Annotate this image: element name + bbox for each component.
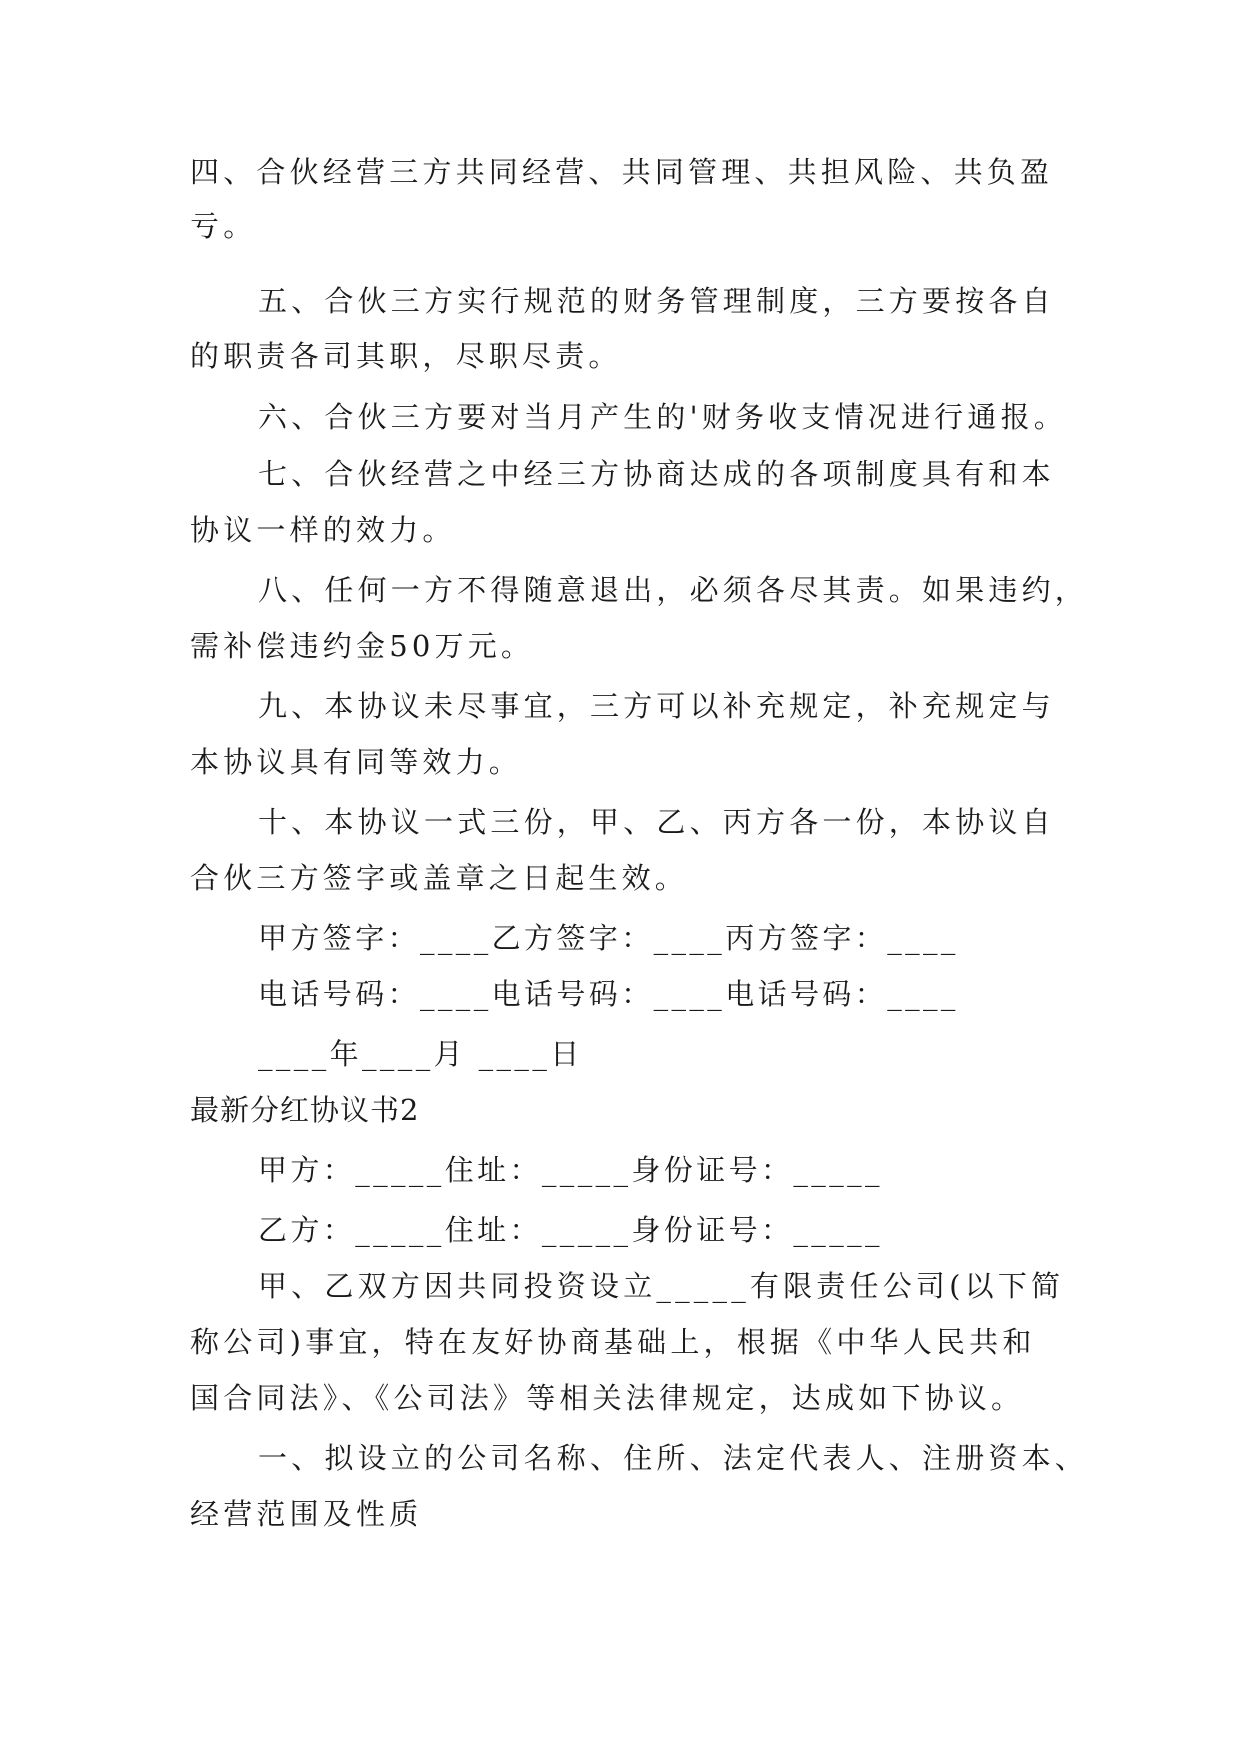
preamble-line-3: 国合同法》、《公司法》等相关法律规定，达成如下协议。	[190, 1381, 1025, 1415]
article-1-line-1: 一、拟设立的公司名称、住所、法定代表人、注册资本、	[258, 1441, 1089, 1475]
clause-4-line-2: 亏。	[190, 209, 257, 243]
party-b-line: 乙方：_____住址：_____身份证号：_____	[258, 1213, 883, 1247]
preamble-line-2: 称公司)事宜，特在友好协商基础上，根据《中华人民共和	[190, 1325, 1036, 1359]
clause-8-line-2: 需补偿违约金50万元。	[190, 629, 535, 663]
section-title: 最新分红协议书2	[190, 1093, 420, 1127]
clause-7-line-2: 协议一样的效力。	[190, 513, 456, 547]
clause-5-line-2: 的职责各司其职，尽职尽责。	[190, 339, 622, 373]
clause-9-line-2: 本协议具有同等效力。	[190, 745, 523, 779]
party-a-line: 甲方：_____住址：_____身份证号：_____	[258, 1153, 883, 1187]
phone-line: 电话号码：____电话号码：____电话号码：____	[258, 977, 959, 1011]
clause-10-line-2: 合伙三方签字或盖章之日起生效。	[190, 861, 689, 895]
clause-4-line-1: 四、合伙经营三方共同经营、共同管理、共担风险、共负盈	[190, 155, 1054, 189]
clause-8-line-1: 八、任何一方不得随意退出，必须各尽其责。如果违约，	[258, 573, 1089, 607]
clause-10-line-1: 十、本协议一式三份，甲、乙、丙方各一份，本协议自	[258, 805, 1055, 839]
clause-7-line-1: 七、合伙经营之中经三方协商达成的各项制度具有和本	[258, 457, 1055, 491]
signature-line: 甲方签字：____乙方签字：____丙方签字：____	[258, 921, 959, 955]
preamble-line-1: 甲、乙双方因共同投资设立_____有限责任公司(以下简	[258, 1269, 1065, 1303]
clause-9-line-1: 九、本协议未尽事宜，三方可以补充规定，补充规定与	[258, 689, 1055, 723]
clause-5-line-1: 五、合伙三方实行规范的财务管理制度，三方要按各自	[258, 284, 1055, 318]
article-1-line-2: 经营范围及性质	[190, 1497, 423, 1531]
clause-6: 六、合伙三方要对当月产生的'财务收支情况进行通报。	[258, 400, 1067, 434]
date-line: ____年____月 ____日	[258, 1037, 583, 1071]
